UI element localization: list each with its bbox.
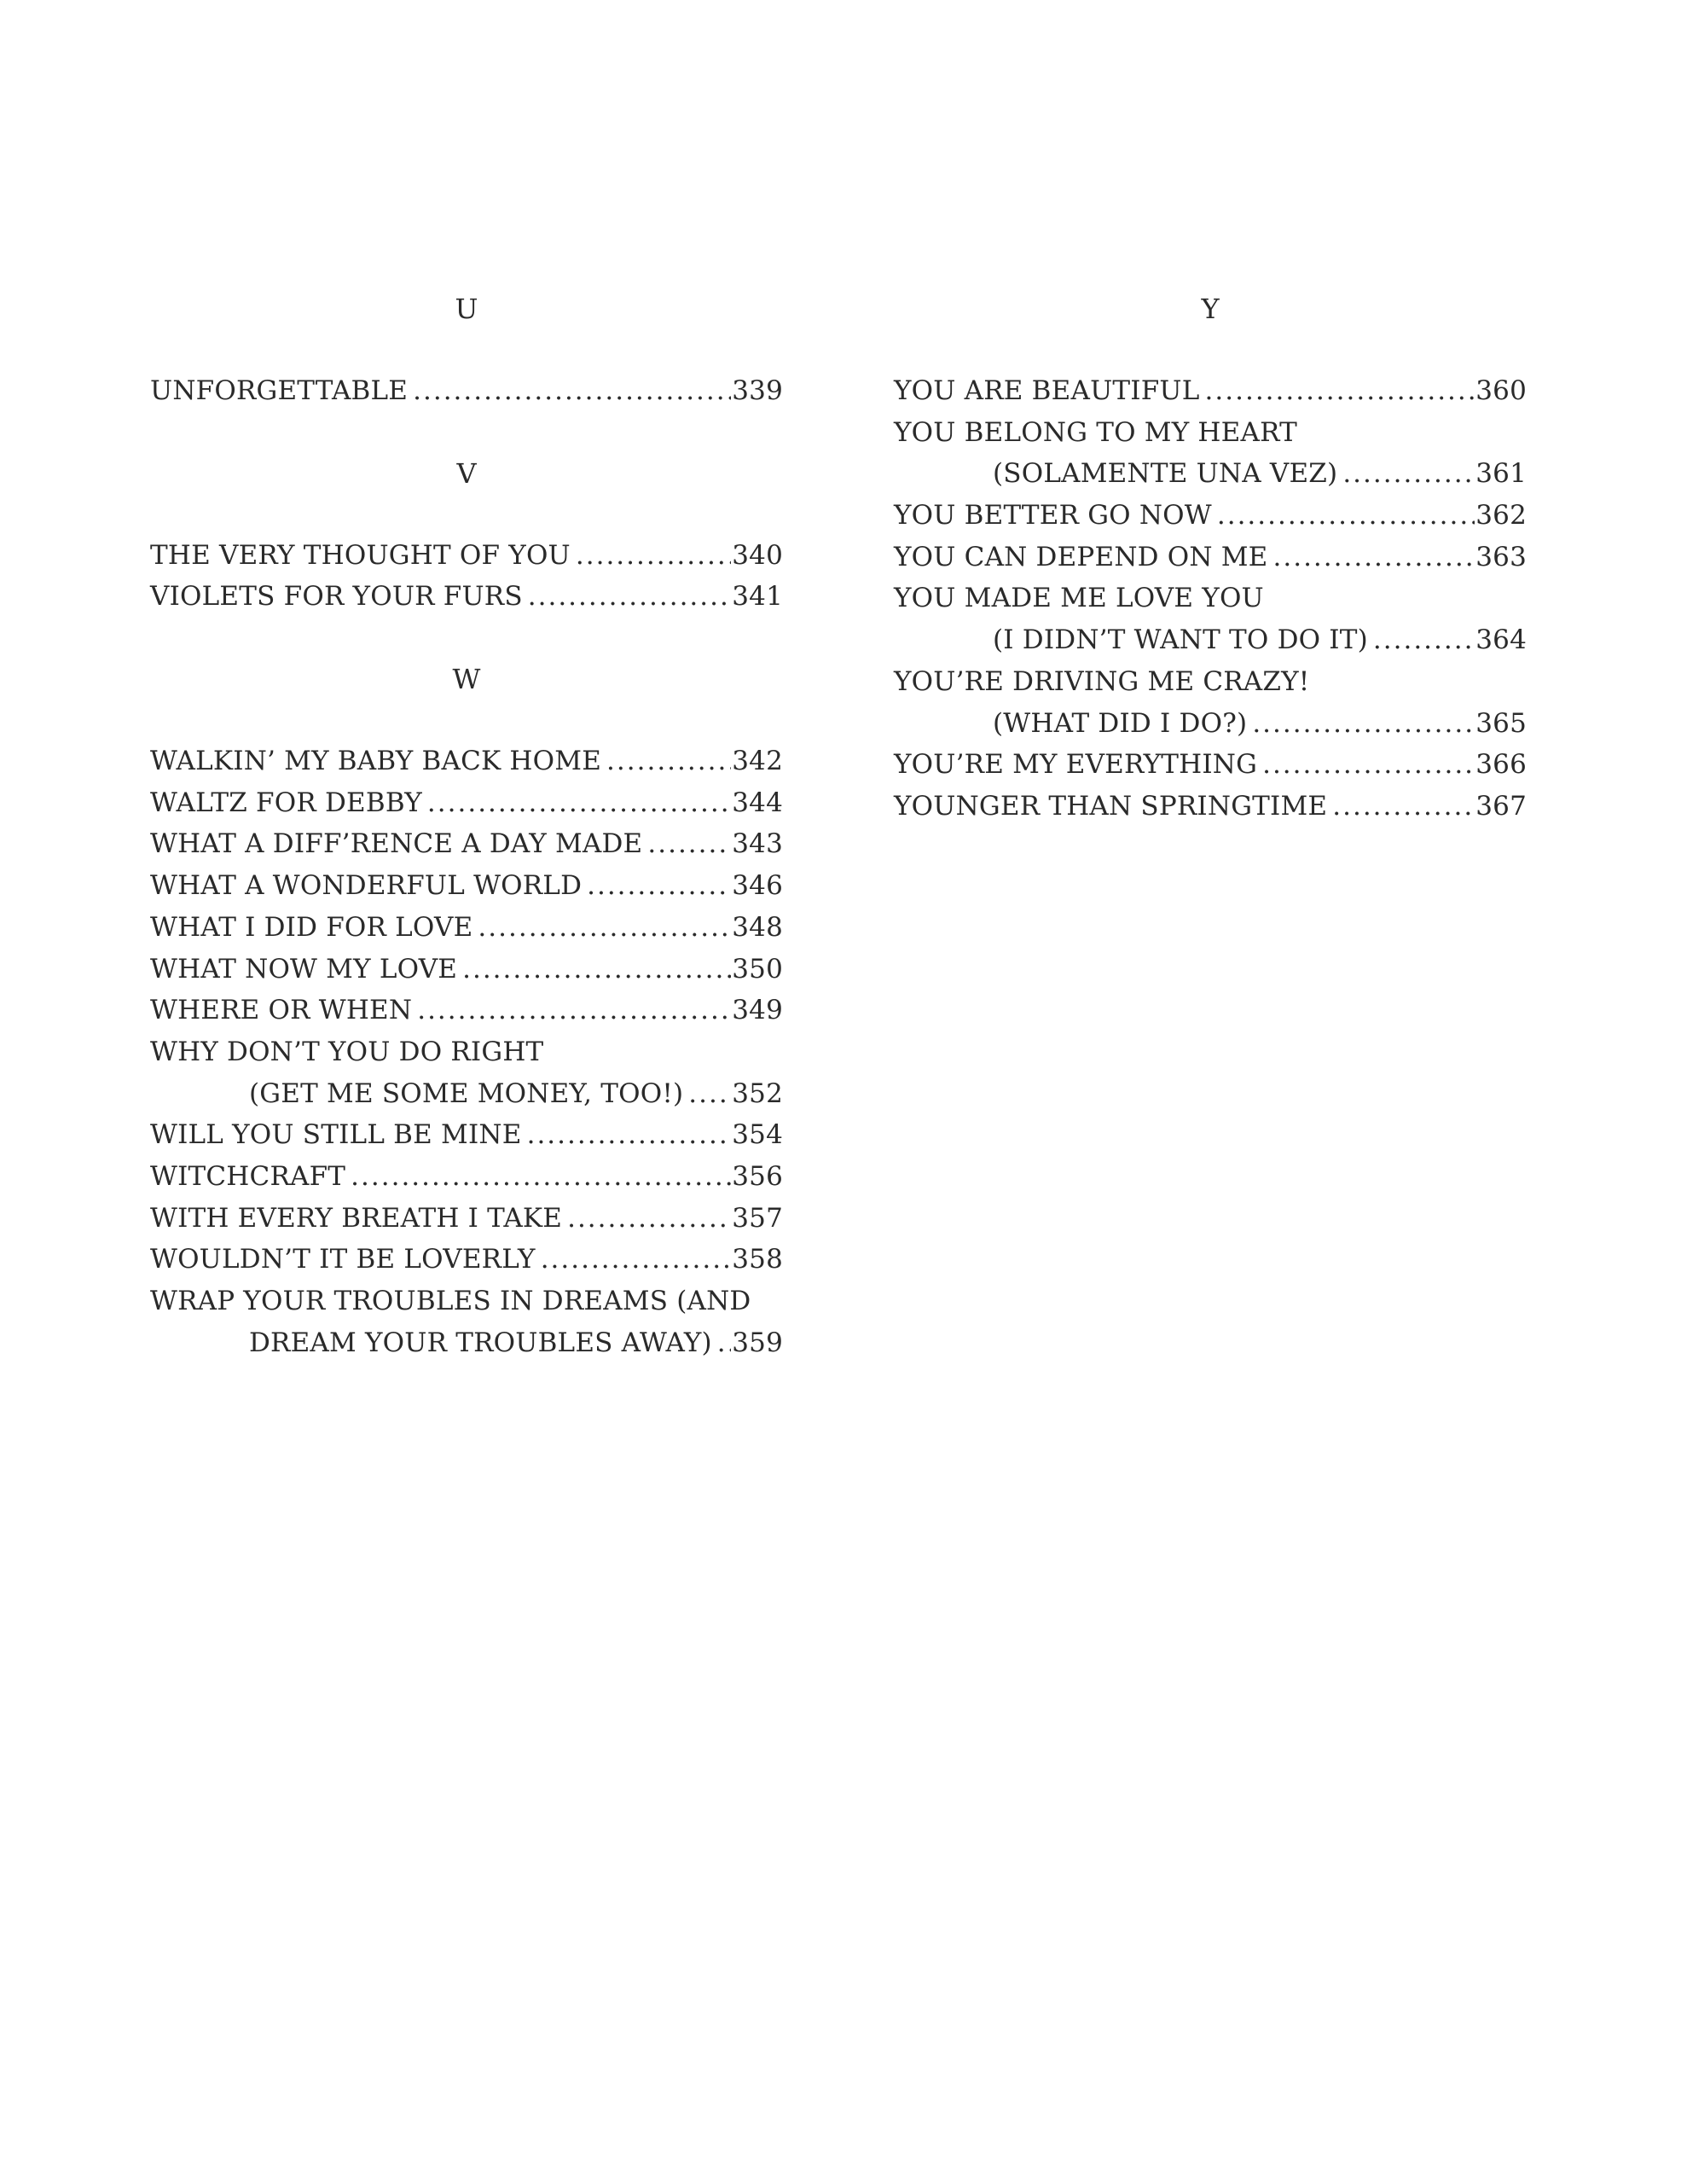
page-number: 350 bbox=[732, 953, 783, 985]
dot-leader bbox=[427, 782, 731, 824]
dot-leader bbox=[417, 990, 731, 1031]
page-number: 352 bbox=[732, 1077, 783, 1109]
entry-title: WHAT NOW MY LOVE bbox=[150, 953, 458, 985]
entry-title: YOU CAN DEPEND ON ME bbox=[894, 541, 1268, 572]
entry-line bbox=[150, 782, 783, 824]
left-index-column bbox=[150, 288, 783, 1363]
entry-title-continuation: (GET ME SOME MONEY, TOO!) bbox=[249, 1077, 684, 1109]
index-entry bbox=[894, 537, 1527, 578]
entry-line bbox=[150, 1281, 783, 1322]
entry-line bbox=[150, 576, 783, 618]
page-number: 343 bbox=[732, 828, 783, 860]
entry-title: YOU MADE ME LOVE YOU bbox=[894, 583, 1264, 614]
entry-line bbox=[150, 1114, 783, 1156]
page-number: 341 bbox=[732, 581, 783, 613]
entry-title: WITH EVERY BREATH I TAKE bbox=[150, 1202, 563, 1234]
entry-line bbox=[894, 661, 1527, 703]
index-entry bbox=[150, 1281, 783, 1363]
dot-leader bbox=[527, 1114, 732, 1156]
index-entry bbox=[894, 495, 1527, 537]
entry-line bbox=[150, 370, 783, 412]
dot-leader bbox=[576, 535, 731, 577]
entry-title: WHY DON’T YOU DO RIGHT bbox=[150, 1036, 544, 1067]
entry-title: WILL YOU STILL BE MINE bbox=[150, 1119, 522, 1151]
dot-leader bbox=[478, 907, 731, 949]
dot-leader bbox=[1262, 744, 1475, 786]
entry-line bbox=[894, 495, 1527, 537]
index-entry bbox=[150, 576, 783, 618]
entry-line bbox=[150, 823, 783, 865]
entry-title-continuation: (SOLAMENTE UNA VEZ) bbox=[993, 458, 1338, 490]
right-index-column bbox=[894, 288, 1527, 828]
index-entry bbox=[150, 1031, 783, 1114]
entry-title: WHAT A WONDERFUL WORLD bbox=[150, 870, 583, 902]
entry-title: THE VERY THOUGHT OF YOU bbox=[150, 539, 571, 571]
entry-line bbox=[894, 578, 1527, 619]
page-number: 364 bbox=[1475, 624, 1527, 656]
entry-line bbox=[150, 949, 783, 990]
entry-title: WHAT A DIFF’RENCE A DAY MADE bbox=[150, 828, 643, 860]
index-entry bbox=[150, 370, 783, 412]
index-entry bbox=[894, 370, 1527, 412]
index-entry bbox=[150, 990, 783, 1031]
dot-leader bbox=[1217, 495, 1475, 537]
page-number: 359 bbox=[732, 1327, 783, 1358]
page-number: 362 bbox=[1475, 500, 1527, 531]
dot-leader bbox=[1373, 619, 1475, 661]
page-number: 361 bbox=[1475, 458, 1527, 490]
entry-line bbox=[150, 990, 783, 1031]
entry-line bbox=[894, 786, 1527, 828]
dot-leader bbox=[606, 741, 731, 782]
entry-line bbox=[894, 744, 1527, 786]
section-spacer bbox=[150, 618, 783, 659]
section-letter-heading: U bbox=[455, 293, 478, 325]
entry-title: WALKIN’ MY BABY BACK HOME bbox=[150, 746, 602, 777]
index-entry bbox=[894, 744, 1527, 786]
dot-leader bbox=[647, 823, 731, 865]
entry-line bbox=[150, 741, 783, 782]
page-number: 348 bbox=[732, 911, 783, 943]
entry-line bbox=[150, 1322, 783, 1364]
dot-leader bbox=[1342, 453, 1475, 495]
entry-line bbox=[894, 453, 1527, 495]
index-entry bbox=[894, 578, 1527, 660]
page-number: 349 bbox=[732, 995, 783, 1026]
dot-leader bbox=[1205, 370, 1475, 412]
page-number: 339 bbox=[732, 375, 783, 406]
entry-line bbox=[894, 537, 1527, 578]
index-entry bbox=[150, 823, 783, 865]
entry-line bbox=[150, 1073, 783, 1115]
entry-title: YOUNGER THAN SPRINGTIME bbox=[894, 790, 1328, 822]
entry-line bbox=[894, 412, 1527, 454]
entry-line bbox=[150, 1239, 783, 1281]
entry-line bbox=[150, 865, 783, 907]
entry-line bbox=[150, 907, 783, 949]
dot-leader bbox=[462, 949, 731, 990]
page-number: 366 bbox=[1475, 749, 1527, 781]
entry-title: WRAP YOUR TROUBLES IN DREAMS (AND bbox=[150, 1286, 751, 1316]
dot-leader bbox=[717, 1322, 731, 1364]
entry-title: WHERE OR WHEN bbox=[150, 995, 413, 1026]
section-letter-heading: Y bbox=[1201, 293, 1220, 325]
dot-leader bbox=[1252, 703, 1475, 745]
entry-title: WITCHCRAFT bbox=[150, 1160, 346, 1192]
index-entry bbox=[150, 782, 783, 824]
index-entry bbox=[150, 949, 783, 990]
page-number: 342 bbox=[732, 746, 783, 777]
index-entry bbox=[150, 865, 783, 907]
entry-title: WHAT I DID FOR LOVE bbox=[150, 911, 473, 943]
section-spacer bbox=[894, 329, 1527, 370]
index-entry bbox=[150, 535, 783, 577]
entry-title: YOU’RE DRIVING ME CRAZY! bbox=[894, 665, 1310, 697]
index-entry bbox=[150, 1198, 783, 1240]
dot-leader bbox=[587, 865, 731, 907]
dot-leader bbox=[541, 1239, 732, 1281]
dot-leader bbox=[1273, 537, 1475, 578]
entry-line bbox=[894, 370, 1527, 412]
index-entry bbox=[894, 661, 1527, 744]
entry-title: YOU BETTER GO NOW bbox=[894, 500, 1212, 531]
entry-title: UNFORGETTABLE bbox=[150, 375, 409, 406]
section-spacer bbox=[150, 700, 783, 741]
entry-line bbox=[894, 703, 1527, 745]
dot-leader bbox=[413, 370, 731, 412]
entry-title-continuation: DREAM YOUR TROUBLES AWAY) bbox=[249, 1327, 712, 1358]
section-spacer bbox=[150, 329, 783, 370]
page-number: 367 bbox=[1475, 790, 1527, 822]
dot-leader bbox=[688, 1073, 731, 1115]
page-number: 354 bbox=[732, 1119, 783, 1151]
entry-title: WALTZ FOR DEBBY bbox=[150, 787, 422, 818]
dot-leader bbox=[528, 576, 731, 618]
page-number: 363 bbox=[1475, 541, 1527, 572]
page-number: 344 bbox=[732, 787, 783, 818]
page-number: 365 bbox=[1475, 707, 1527, 739]
section-letter-heading: V bbox=[456, 456, 477, 490]
dot-leader bbox=[567, 1198, 731, 1240]
entry-line bbox=[150, 1198, 783, 1240]
dot-leader bbox=[351, 1156, 731, 1198]
section-spacer bbox=[150, 412, 783, 453]
entry-title-continuation: (WHAT DID I DO?) bbox=[993, 707, 1248, 739]
entry-title: VIOLETS FOR YOUR FURS bbox=[150, 581, 523, 613]
index-entry bbox=[894, 786, 1527, 828]
page-number: 360 bbox=[1475, 375, 1527, 406]
index-entry bbox=[150, 741, 783, 782]
page-number: 356 bbox=[732, 1160, 783, 1192]
page-number: 346 bbox=[732, 870, 783, 902]
entry-line bbox=[894, 619, 1527, 661]
page-number: 340 bbox=[732, 539, 783, 571]
entry-title: YOU’RE MY EVERYTHING bbox=[894, 749, 1258, 781]
entry-line bbox=[150, 1156, 783, 1198]
entry-title: YOU ARE BEAUTIFUL bbox=[894, 375, 1200, 406]
index-entry bbox=[150, 1156, 783, 1198]
index-entry bbox=[150, 1114, 783, 1156]
entry-title-continuation: (I DIDN’T WANT TO DO IT) bbox=[993, 624, 1368, 656]
page-number: 357 bbox=[732, 1202, 783, 1234]
section-letter-heading: W bbox=[452, 663, 481, 696]
index-entry bbox=[894, 412, 1527, 495]
index-entry bbox=[150, 907, 783, 949]
index-entry bbox=[150, 1239, 783, 1281]
dot-leader bbox=[1332, 786, 1475, 828]
entry-title: WOULDN’T IT BE LOVERLY bbox=[150, 1244, 536, 1275]
entry-line bbox=[150, 535, 783, 577]
page-number: 358 bbox=[732, 1244, 783, 1275]
section-spacer bbox=[150, 494, 783, 535]
entry-title: YOU BELONG TO MY HEART bbox=[894, 416, 1297, 448]
entry-line bbox=[150, 1031, 783, 1073]
